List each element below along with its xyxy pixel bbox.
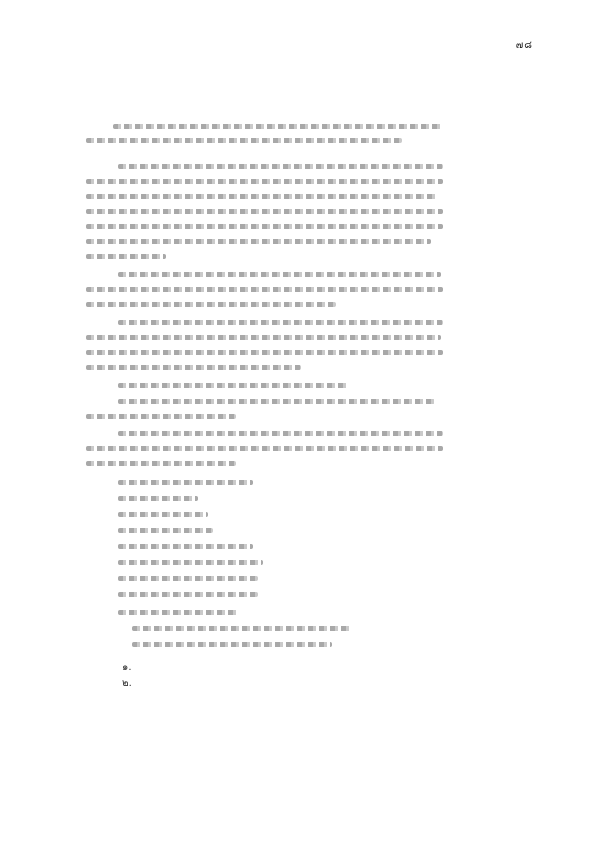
text-line <box>118 544 253 549</box>
text-line <box>86 287 443 292</box>
text-line <box>118 383 348 388</box>
text-line <box>118 480 253 485</box>
text-line <box>86 209 443 214</box>
text-line <box>86 302 336 307</box>
text-line <box>86 350 443 355</box>
text-line <box>86 138 402 143</box>
text-line <box>118 528 213 533</box>
page-number: ๗๘ <box>515 40 533 51</box>
text-line <box>86 194 438 199</box>
list-marker-2: ๒. <box>122 678 132 689</box>
text-line <box>118 496 198 501</box>
text-line <box>118 560 263 565</box>
text-line <box>86 254 166 259</box>
text-line <box>118 431 443 436</box>
text-line <box>86 224 443 229</box>
text-line <box>118 399 435 404</box>
text-line <box>118 576 258 581</box>
text-line <box>86 461 236 466</box>
text-line <box>132 642 332 647</box>
text-line <box>118 610 238 615</box>
text-line <box>86 335 441 340</box>
text-line <box>132 626 352 631</box>
text-line <box>86 179 443 184</box>
text-line <box>86 239 431 244</box>
list-marker-1: ๑. <box>122 662 132 673</box>
text-line <box>118 592 258 597</box>
text-line <box>118 164 443 169</box>
text-line <box>86 446 443 451</box>
text-line <box>86 365 301 370</box>
text-line <box>118 320 443 325</box>
text-line <box>118 272 441 277</box>
text-line <box>118 512 208 517</box>
text-line <box>86 414 236 419</box>
text-line <box>113 124 443 129</box>
